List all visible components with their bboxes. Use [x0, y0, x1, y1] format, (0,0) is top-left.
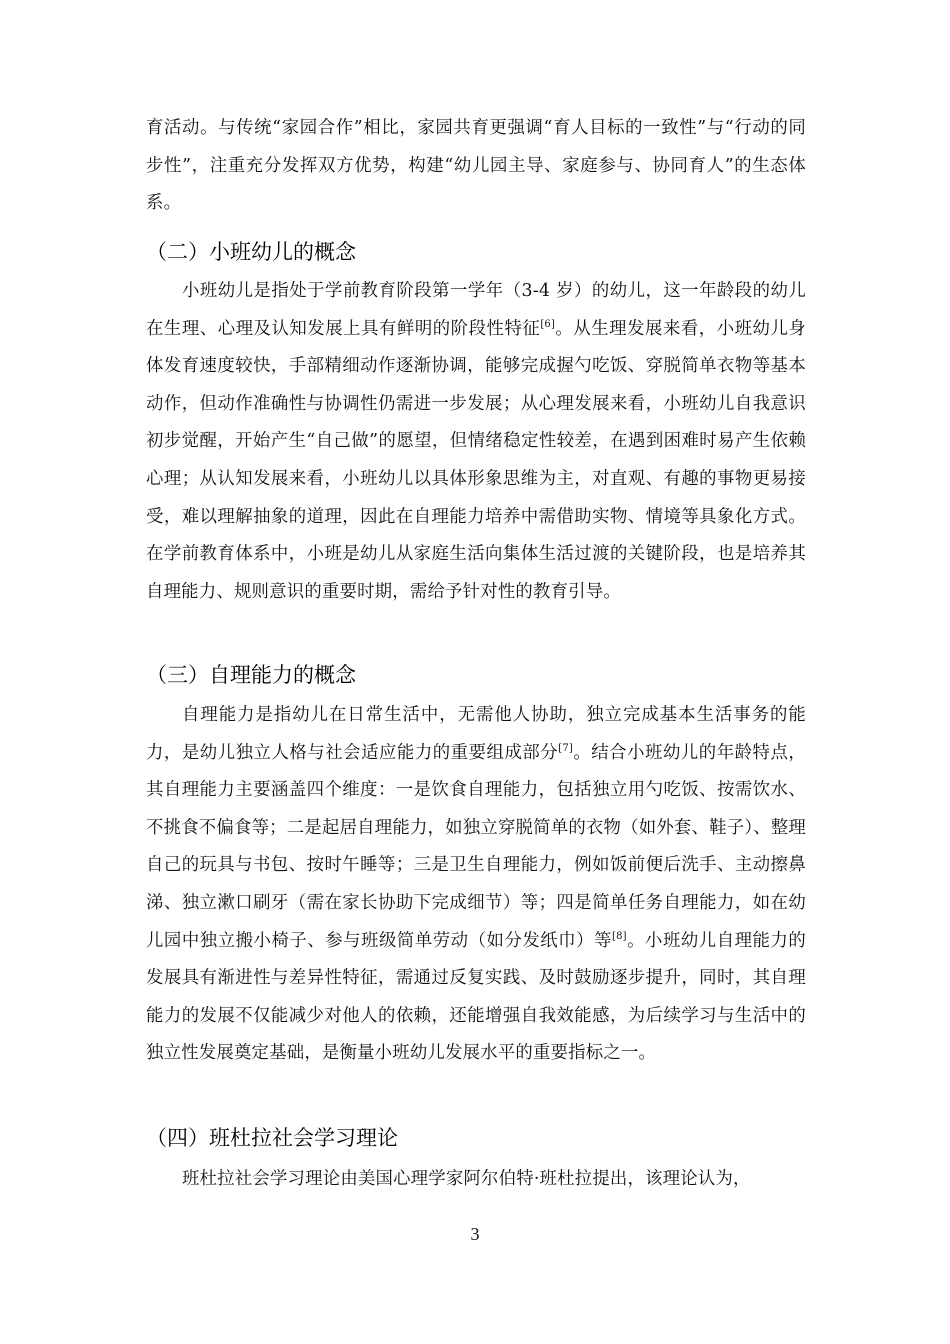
citation-7: [7]: [558, 742, 573, 754]
section-4-paragraph: [146, 1161, 806, 1199]
section-3-text-2: 。结合小班幼儿的年龄特点，其自理能力主要涵盖四个维度：一是饮食自理能力，包括独立用勺吃饭、按需饮水、不挑食不偏食等；二是起居自理能力，如独立穿脱简单的衣物（如外套、鞋子）、整理自己的玩具与书包、按时午睡等；三是卫生自理能力，例如饭前便后洗手、主动擦鼻涕、独立漱口刷牙（需在家长协助下完成细节）等；四是简单任务自理能力，如在幼儿园中独立搬小椅子、参与班级简单劳动（如分发纸巾）等: [146, 742, 806, 951]
citation-8: [8]: [612, 930, 627, 942]
page-number: 3: [470, 1224, 480, 1244]
section-heading-3: （三）自理能力的概念: [146, 663, 356, 687]
intro-text: 育活动。与传统“家园合作”相比，家园共育更强调“育人目标的一致性”与“行动的同步性”，注重充分发挥双方优势，构建“幼儿园主导、家庭参与、协同育人”的生态体系。: [146, 118, 806, 214]
intro-paragraph: [146, 110, 806, 223]
section-4-text-1: 班杜拉社会学习理论由美国心理学家阿尔伯特·班杜拉提出，该理论认为，: [182, 1169, 751, 1189]
section-heading-4: （四）班杜拉社会学习理论: [146, 1126, 398, 1150]
section-3-paragraph: [146, 697, 806, 1073]
section-2-paragraph: [146, 273, 806, 611]
section-3-text-1: 自理能力是指幼儿在日常生活中，无需他人协助，独立完成基本生活事务的能力，是幼儿独立人格与社会适应能力的重要组成部分: [146, 705, 806, 763]
section-heading-2: （二）小班幼儿的概念: [146, 240, 356, 264]
section-3-text-3: 。小班幼儿自理能力的发展具有渐进性与差异性特征，需通过反复实践、及时鼓励逐步提升，同时，其自理能力的发展不仅能减少对他人的依赖，还能增强自我效能感，为后续学习与生活中的独立性发展奠定基础，是衡量小班幼儿发展水平的重要指标之一。: [146, 930, 806, 1064]
section-2-text-1: 小班幼儿是指处于学前教育阶段第一学年（3-4 岁）的幼儿，这一年龄段的幼儿在生理、心理及认知发展上具有鲜明的阶段性特征: [146, 281, 806, 339]
citation-6: [6]: [540, 318, 556, 330]
section-2-text-2: 。从生理发展来看，小班幼儿身体发育速度较快，手部精细动作逐渐协调，能够完成握勺吃饭、穿脱简单衣物等基本动作，但动作准确性与协调性仍需进一步发展；从心理发展来看，小班幼儿自我意识初步觉醒，开始产生“自己做”的愿望，但情绪稳定性较差，在遇到困难时易产生依赖心理；从认知发展来看，小班幼儿以具体形象思维为主，对直观、有趣的事物更易接受，难以理解抽象的道理，因此在自理能力培养中需借助实物、情境等具象化方式。在学前教育体系中，小班是幼儿从家庭生活向集体生活过渡的关键阶段，也是培养其自理能力、规则意识的重要时期，需给予针对性的教育引导。: [146, 318, 806, 602]
